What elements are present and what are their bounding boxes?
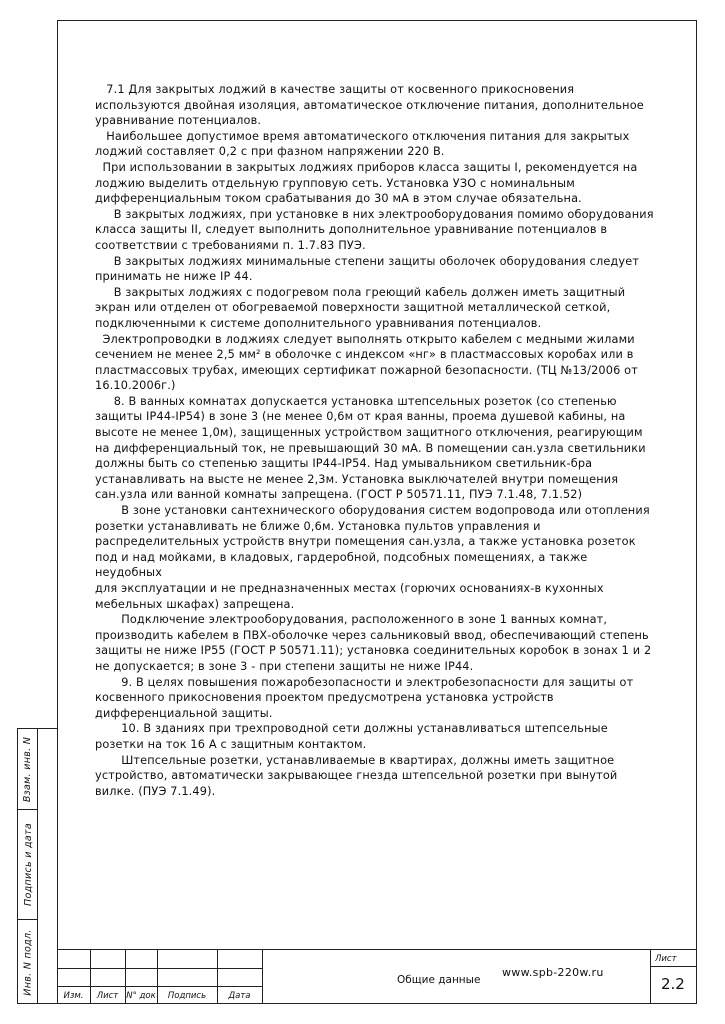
paragraph: 7.1 Для закрытых лоджий в качестве защиты от косвенного прикосновения используются двойная изоляция, автоматическое отключение питания, дополнительное уравнивание потенциалов. (95, 83, 644, 128)
paragraph: Подключение электрооборудования, расположенного в зоне 1 ванных комнат, производить кабелем в ПВХ-оболочке через сальниковый ввод, обеспечивающий степень защиты не ниже IP55 (ГОСТ Р 50571.11); установка соединительных коробок в зонах 1 и 2 не допускается; в зоне 3 - при степени защиты не ниже IP44. (95, 613, 652, 673)
side-stamp (17, 728, 57, 1004)
vzam-label: Взам. инв. N (22, 736, 34, 802)
list-label: Лист (96, 991, 119, 1001)
paragraph: В закрытых лоджиях с подогревом пола греющий кабель должен иметь защитный экран или отделен от обогреваемой поверхности защитной металлической сеткой, подключенными к системе дополнительного уравнивания потенциалов. (95, 285, 626, 330)
sheet-number: 2.2 (661, 975, 685, 993)
paragraph: 8. В ванных комнатах допускается установка штепсельных розеток (со степенью защиты IP44-IP54) в зоне 3 (не менее 0,6м от края ванны, проема душевой кабины, на высоте не менее 1,0м), защищенных устройством защитного отключения, реагирующим на дифференциальный ток, не превышающий 30 мА. В помещении сан.узла светильники должны быть со степенью защиты IP44-IP54. Над умывальником светильник-бра устанавливать на высте не менее 2,3м. Установка выключателей внутри помещения сан.узла или ванной комнаты запрещена. (ГОСТ Р 50571.11, ПУЭ 7.1.48, 7.1.52) (95, 394, 646, 502)
paragraph: 9. В целях повышения пожаробезопасности и электробезопасности для защиты от косвенного прикосновения проектом предусмотрена установка устройств дифференциальной защиты. (95, 675, 634, 720)
paragraph: 10. В зданиях при трехпроводной сети должны устанавливаться штепсельные розетки на ток 16 А с защитным контактом. (95, 722, 608, 751)
title-block (57, 949, 697, 1004)
paragraph: При использовании в закрытых лоджиях приборов класса защиты I, рекомендуется на лоджию выделить отдельную групповую сеть. Установка УЗО с номинальным дифференциальным током срабатывания до 30 мА в этом случае обязательна. (95, 160, 638, 206)
podpis-label: Подпись (167, 991, 207, 1001)
sheet-title: Общие данные (397, 974, 481, 986)
paragraph: В закрытых лоджиях минимальные степени защиты оболочек оборудования следует принимать не ниже IP 44. (95, 254, 640, 284)
site-url: www.spb-220w.ru (502, 966, 604, 979)
paragraph: Штепсельные розетки, устанавливаемые в квартирах, должны иметь защитное устройство, автоматически закрывающее гнезда штепсельной розетки при вынутой вилке. (ПУЭ 7.1.49). (95, 753, 618, 798)
ndok-label: N° док (126, 991, 156, 1001)
izm-label: Изм. (63, 991, 84, 1001)
inv-label: Инв. N подл. (22, 928, 34, 996)
paragraph: Электропроводки в лоджиях следует выполнять открыто кабелем с медными жилами сечением не менее 2,5 мм² в оболочке с индексом «нг» в пластмассовых коробах или в пластмассовых трубах, имеющих сертификат пожарной безопасности. (ТЦ №13/2006 от 16.10.2006г.) (95, 332, 638, 393)
paragraph: В зоне установки сантехнического оборудования систем водопровода или отопления розетки устанавливать не ближе 0,6м. Установка пультов управления и распределительных устройств внутри помещения сан.узла, а также установка розеток под и над мойками, в кладовых, гардеробной, подсобных помещениях, а также неудобных для эксплуатации и не предназначенных местах (горючих основаниях-в кухонных мебельных шкафах) запрещена. (95, 504, 650, 611)
podpis-data-label: Подпись и дата (22, 822, 34, 906)
data-label: Дата (228, 991, 251, 1001)
paragraph: Наибольшее допустимое время автоматического отключения питания для закрытых лоджий составляет 0,2 с при фазном напряжении 220 В. (95, 129, 630, 159)
paragraph: В закрытых лоджиях, при установке в них электрооборудования помимо оборудования класса защиты II, следует выполнить дополнительное уравнивание потенциалов в соответствии с требованиями п. 1.7.83 ПУЭ. (95, 207, 654, 252)
sheet-label: Лист (655, 954, 677, 964)
document-body (95, 82, 655, 799)
